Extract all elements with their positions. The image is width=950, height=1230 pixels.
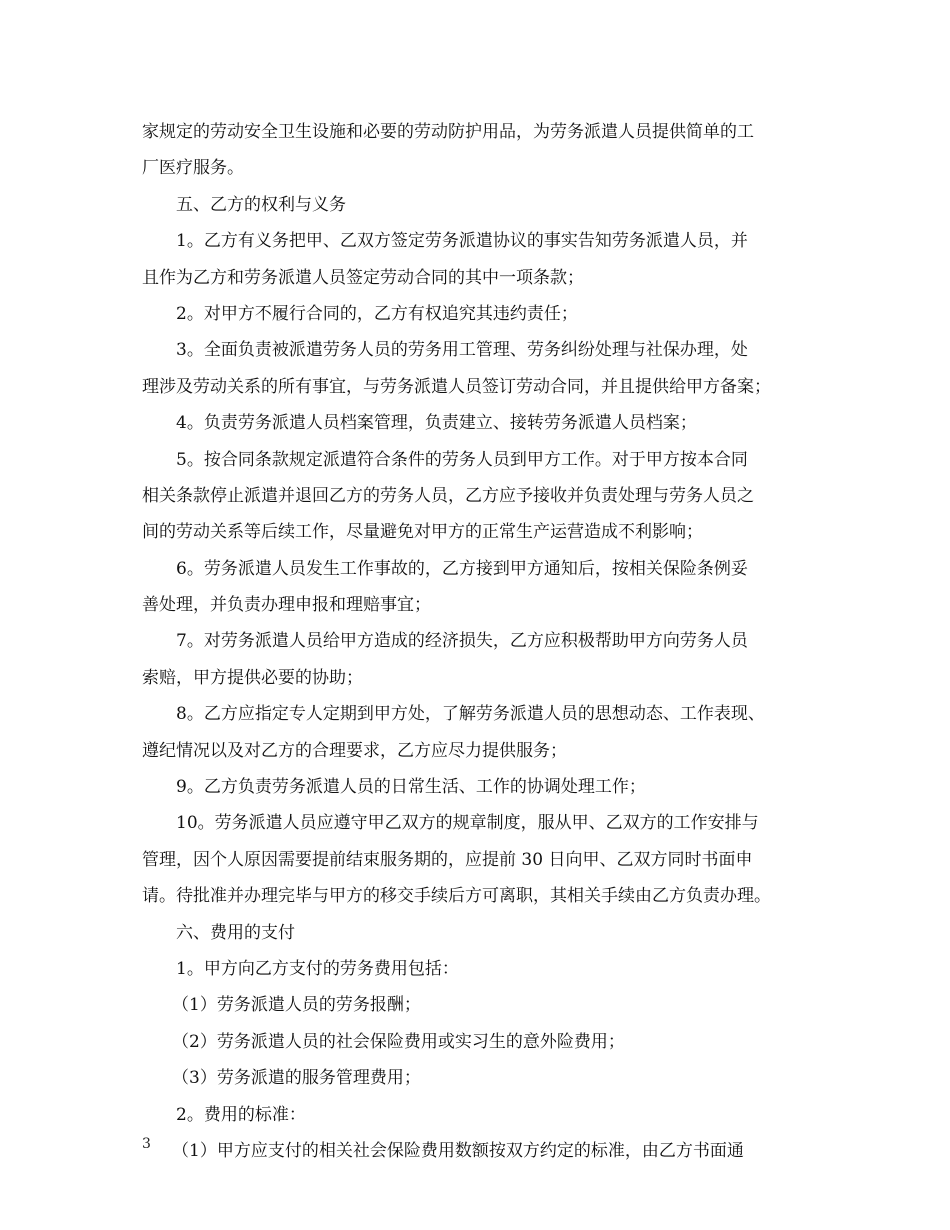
text-line: 7。对劳务派遣人员给甲方造成的经济损失，乙方应积极帮助甲方向劳务人员 — [176, 631, 748, 652]
text-line: 且作为乙方和劳务派遣人员签定劳动合同的其中一项条款； — [142, 267, 584, 288]
text-line: 2。费用的标准： — [176, 1104, 306, 1125]
text-line: 3。全面负责被派遣劳务人员的劳务用工管理、劳务纠纷处理与社保办理，处 — [176, 340, 748, 361]
text-line: 6。劳务派遣人员发生工作事故的，乙方接到甲方通知后，按相关保险条例妥 — [176, 558, 748, 579]
text-line: 家规定的劳动安全卫生设施和必要的劳动防护用品，为劳务派遣人员提供简单的工 — [142, 122, 754, 142]
text-line: 10。劳务派遣人员应遵守甲乙双方的规章制度，服从甲、乙双方的工作安排与 — [176, 813, 759, 834]
text-line: 9。乙方负责劳务派遣人员的日常生活、工作的协调处理工作； — [176, 777, 646, 798]
text-line: 4。负责劳务派遣人员档案管理，负责建立、接转劳务派遣人员档案； — [176, 413, 697, 434]
list-item: （2）劳务派遣人员的社会保险费用或实习生的意外险费用； — [172, 1031, 625, 1052]
text-line: 8。乙方应指定专人定期到甲方处，了解劳务派遣人员的思想动态、工作表现、 — [176, 704, 765, 725]
section-heading: 六、费用的支付 — [176, 922, 295, 943]
text-line: 1。甲方向乙方支付的劳务费用包括： — [176, 958, 459, 979]
page-number: 3 — [142, 1136, 151, 1152]
list-item: （1）甲方应支付的相关社会保险费用数额按双方约定的标准，由乙方书面通 — [172, 1140, 744, 1161]
section-heading: 五、乙方的权利与义务 — [176, 194, 346, 215]
text-line: 相关条款停止派遣并退回乙方的劳务人员，乙方应予接收并负责处理与劳务人员之 — [142, 485, 754, 506]
text-line: 索赔，甲方提供必要的协助； — [142, 667, 363, 688]
text-line: 请。待批准并办理完毕与甲方的移交手续后方可离职，其相关手续由乙方负责办理。 — [142, 886, 771, 907]
document-body — [142, 114, 822, 1169]
text-line: 遵纪情况以及对乙方的合理要求，乙方应尽力提供服务； — [142, 740, 567, 761]
list-item: （1）劳务派遣人员的劳务报酬； — [172, 995, 421, 1016]
list-item: （3）劳务派遣的服务管理费用； — [172, 1068, 421, 1089]
text-line: 理涉及劳动关系的所有事宜，与劳务派遣人员签订劳动合同，并且提供给甲方备案； — [142, 376, 771, 397]
text-line: 间的劳动关系等后续工作，尽量避免对甲方的正常生产运营造成不利影响； — [142, 522, 703, 543]
text-line: 管理，因个人原因需要提前结束服务期的，应提前 30 日向甲、乙双方同时书面申 — [142, 849, 753, 870]
text-line: 2。对甲方不履行合同的，乙方有权追究其违约责任； — [176, 303, 578, 324]
text-line: 1。乙方有义务把甲、乙双方签定劳务派遣协议的事实告知劳务派遣人员，并 — [176, 231, 748, 252]
text-line: 5。按合同条款规定派遣符合条件的劳务人员到甲方工作。对于甲方按本合同 — [176, 449, 748, 470]
text-line: 善处理，并负责办理申报和理赔事宜； — [142, 595, 431, 616]
text-line: 厂医疗服务。 — [142, 158, 244, 179]
